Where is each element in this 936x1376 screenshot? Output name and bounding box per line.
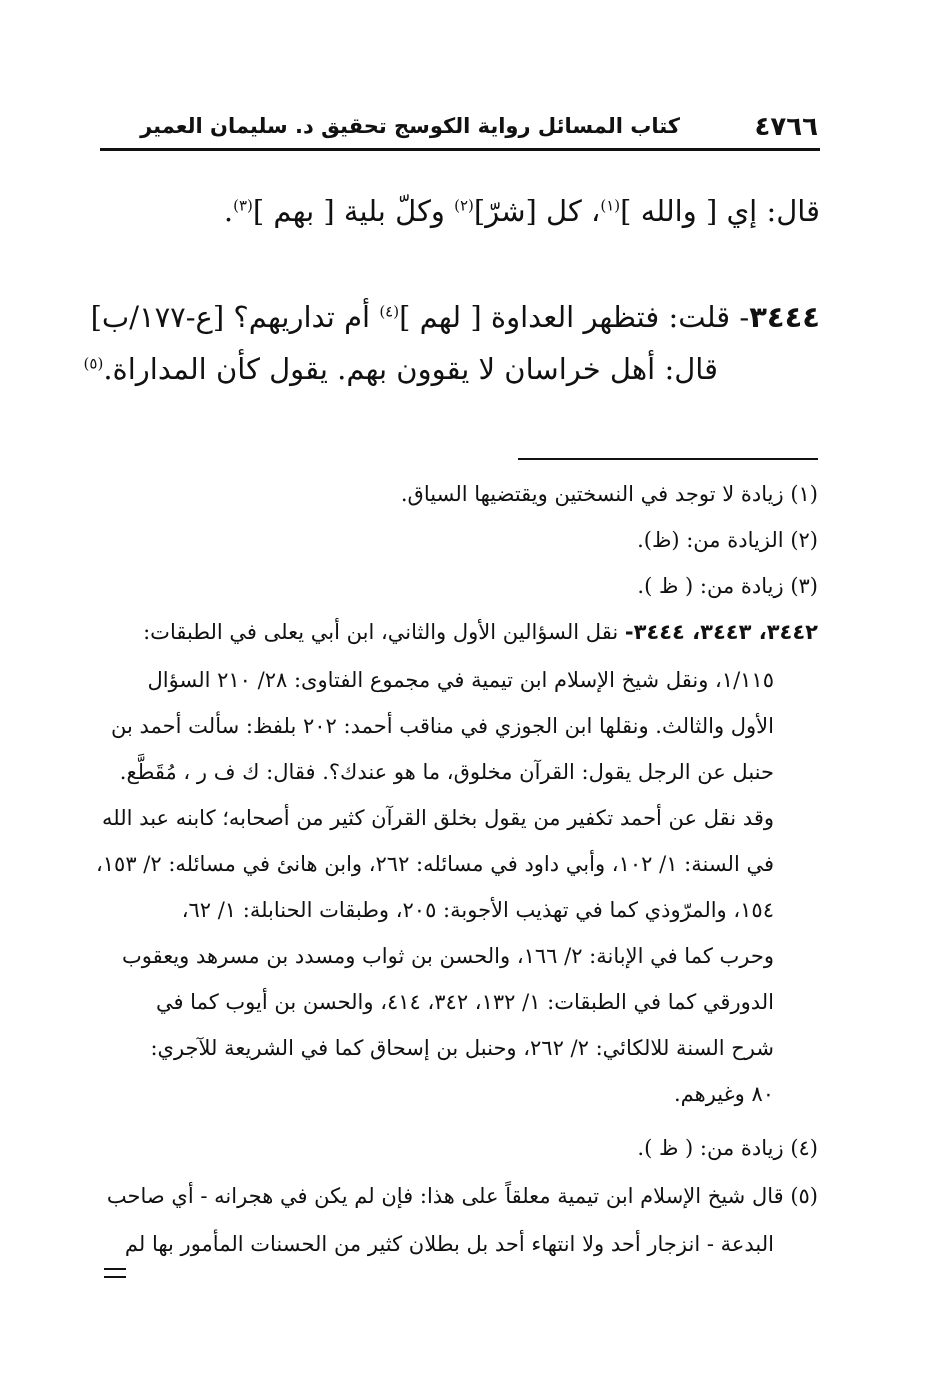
footnote-line: في السنة: ١/ ١٠٢، وأبي داود في مسائله: ٢٦٢، وابن هانئ في مسائله: ٢/ ١٥٣،: [96, 852, 774, 876]
text-segment: قال: أهل خراسان لا يقوون بهم. يقول كأن المداراة.: [103, 352, 718, 386]
footnote-line: ٨٠ وغيرهم.: [673, 1082, 774, 1106]
footnote-ref: (١): [600, 196, 621, 215]
footnote-line: وقد نقل عن أحمد تكفير من يقول بخلق القرآن كثير من أصحابه؛ كابنه عبد الله: [102, 806, 774, 830]
footnote-1: (١) زيادة لا توجد في النسختين ويقتضيها السياق.: [400, 482, 818, 506]
footnote-4: (٤) زيادة من: ( ظ ).: [637, 1136, 818, 1160]
text-segment: - قلت: فتظهر العداوة [ لهم ]: [399, 300, 750, 334]
text-segment: ، كل [شرّ]: [473, 194, 601, 228]
footnote-ref: (٥): [83, 354, 104, 373]
page-number: ٤٧٦٦: [754, 112, 818, 142]
entry-number: ٣٤٤٤: [749, 300, 820, 334]
main-text-line-1: [224, 194, 820, 228]
footnote-5-continuation: البدعة - انزجار أحد ولا انتهاء أحد بل بطلان كثير من الحسنات المأمور بها لم: [124, 1232, 774, 1256]
footnote-separator: [518, 458, 818, 460]
entry-question-line: [91, 300, 820, 334]
footnote-line: الأول والثالث. ونقلها ابن الجوزي في مناقب أحمد: ٢٠٢ بلفظ: سألت أحمد بن: [111, 714, 774, 738]
footnote-2: (٢) الزيادة من: (ظ).: [637, 528, 818, 552]
footnote-line: حنبل عن الرجل يقول: القرآن مخلوق، ما هو عندك؟. فقال: ك ف ر ، مُقَطَّع.: [119, 760, 774, 784]
footnote-ref: (٢): [454, 196, 474, 215]
footnote-3: (٣) زيادة من: ( ظ ).: [637, 574, 818, 598]
footnote-ref: (٤): [379, 302, 400, 321]
footnote-line: الدورقي كما في الطبقات: ١/ ١٣٢، ٣٤٢، ٤١٤، والحسن بن أيوب كما في: [155, 990, 774, 1014]
footnote-line: ١/١١٥، ونقل شيخ الإسلام ابن تيمية في مجموع الفتاوى: ٢٨/ ٢١٠ السؤال: [147, 668, 774, 692]
text-segment: وكلّ بلية [ بهم ]: [252, 194, 455, 228]
entry-answer-line: [84, 352, 718, 386]
text-segment: .: [223, 194, 234, 228]
footnote-ref: (٣): [233, 196, 253, 215]
running-title: كتاب المسائل رواية الكوسج تحقيق د. سليمان العمير: [140, 114, 680, 138]
text-segment: قال: إي [ والله ]: [620, 194, 820, 228]
footnote-long-head: [143, 620, 818, 644]
text-segment: أم تداريهم؟ [ع-١٧٧/ب]: [90, 300, 380, 334]
text-segment: نقل السؤالين الأول والثاني، ابن أبي يعلى في الطبقات:: [143, 620, 625, 644]
footnote-line: شرح السنة للالكائي: ٢/ ٢٦٢، وحنبل بن إسحاق كما في الشريعة للآجري:: [150, 1036, 774, 1060]
continuation-mark: [104, 1268, 126, 1280]
page-header: [100, 108, 820, 151]
footnote-line: وحرب كما في الإبانة: ٢/ ١٦٦، والحسن بن ثواب ومسدد بن مسرهد ويعقوب: [121, 944, 774, 968]
footnote-5: (٥) قال شيخ الإسلام ابن تيمية معلقاً على هذا: فإن لم يكن في هجرانه - أي صاحب: [106, 1184, 818, 1208]
footnote-entry-numbers: ٣٤٤٢، ٣٤٤٣، ٣٤٤٤-: [624, 620, 818, 644]
footnote-line: ١٥٤، والمرّوذي كما في تهذيب الأجوبة: ٢٠٥، وطبقات الحنابلة: ١/ ٦٢،: [181, 898, 774, 922]
